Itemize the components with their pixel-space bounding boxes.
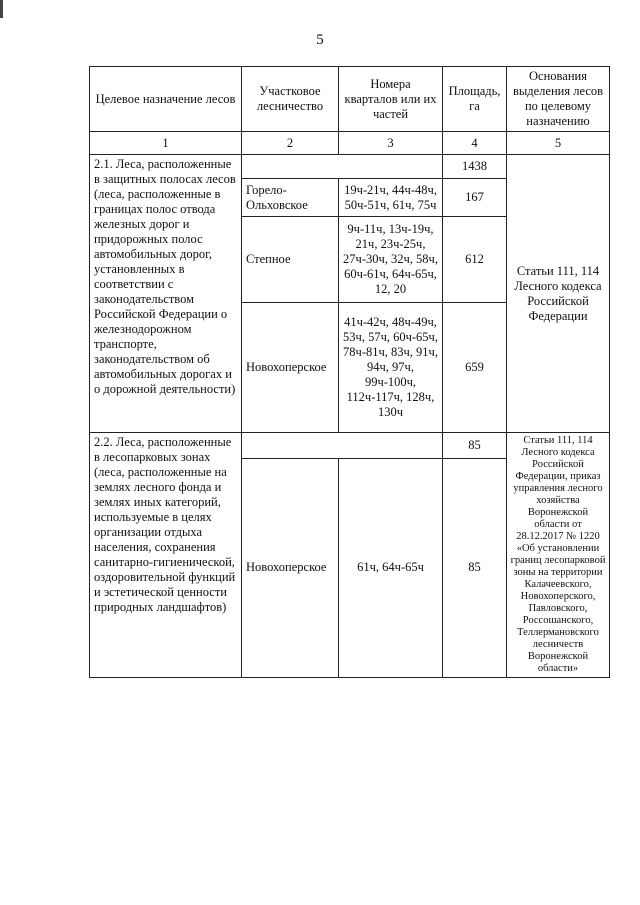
table-row <box>90 155 610 179</box>
basis-cell: Статьи 111, 114 Лесного кодекса Российской Федерации, приказ управления лесного хозяйства Воронежской области от 28.12.2017 № 1220 «Об установлении границ лесопарковой зоны на территории Калачеевского, Новохоперского, Павловского, Россошанского, Теллермановского лесничеств Воронежской области» <box>507 433 610 678</box>
basis-cell: Статьи 111, 114 Лесного кодекса Российской Федерации <box>507 155 610 433</box>
purpose-cell: 2.2. Леса, расположенные в лесопарковых зонах (леса, расположенные на землях лесного фонда и землях иных категорий, используемые в целях организации отдыха населения, сохранения санитарно-гигиенической, оздоровительной функций и эстетической ценности природных ландшафтов) <box>90 433 242 678</box>
table-row <box>90 433 610 459</box>
table-header-row <box>90 67 610 132</box>
area-cell: 659 <box>443 303 507 433</box>
scan-corner-mark <box>0 0 3 18</box>
header-purpose: Целевое назначение лесов <box>90 67 242 132</box>
quarters-cell: 41ч-42ч, 48ч-49ч, 53ч, 57ч, 60ч-65ч, 78ч-81ч, 83ч, 91ч, 94ч, 97ч, 99ч-100ч, 112ч-117ч, 128ч, 130ч <box>339 303 443 433</box>
empty-cell <box>242 433 443 459</box>
header-quarters: Номера кварталов или их частей <box>339 67 443 132</box>
column-number: 1 <box>90 132 242 155</box>
quarters-cell: 9ч-11ч, 13ч-19ч, 21ч, 23ч-25ч, 27ч-30ч, 32ч, 58ч, 60ч-61ч, 64ч-65ч, 12, 20 <box>339 217 443 303</box>
header-area: Площадь, га <box>443 67 507 132</box>
column-number: 3 <box>339 132 443 155</box>
column-number-row <box>90 132 610 155</box>
forestry-cell: Степное <box>242 217 339 303</box>
header-basis: Основания выделения лесов по целевому назначению <box>507 67 610 132</box>
header-forestry: Участковое лесничество <box>242 67 339 132</box>
quarters-cell: 61ч, 64ч-65ч <box>339 458 443 677</box>
column-number: 2 <box>242 132 339 155</box>
page-number: 5 <box>316 32 324 48</box>
forestry-cell: Новохоперское <box>242 458 339 677</box>
total-area-cell: 1438 <box>443 155 507 179</box>
forestry-cell: Горело-Ольховское <box>242 179 339 217</box>
column-number: 4 <box>443 132 507 155</box>
area-cell: 167 <box>443 179 507 217</box>
forest-purpose-table <box>89 66 610 678</box>
forestry-cell: Новохоперское <box>242 303 339 433</box>
area-cell: 85 <box>443 458 507 677</box>
purpose-cell: 2.1. Леса, расположенные в защитных полосах лесов (леса, расположенные в границах полос отвода железных дорог и придорожных полос автомобильных дорог, установленных в соответствии с законодательством Российской Федерации о железнодорожном транспорте, законодательством об автомобильных дорогах и о дорожной деятельности) <box>90 155 242 433</box>
quarters-cell: 19ч-21ч, 44ч-48ч, 50ч-51ч, 61ч, 75ч <box>339 179 443 217</box>
area-cell: 612 <box>443 217 507 303</box>
column-number: 5 <box>507 132 610 155</box>
empty-cell <box>242 155 443 179</box>
total-area-cell: 85 <box>443 433 507 459</box>
